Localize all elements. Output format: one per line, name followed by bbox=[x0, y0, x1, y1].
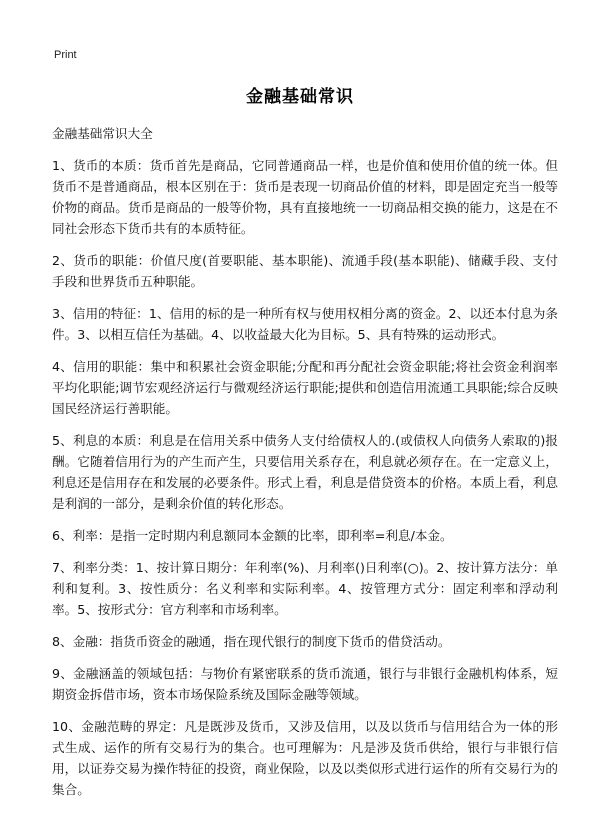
paragraph-interest-rate: 6、利率：是指一定时期内利息额同本金额的比率，即利率=利息/本金。 bbox=[52, 528, 453, 543]
paragraph-finance-category: 10、金融范畴的界定：凡是既涉及货币，又涉及信用，以及以货币与信用结合为一体的形式生成、运作的所有交易行为的集合。也可理解为：凡是涉及货币供给，银行与非银行信用，以证券交易为操作特征的投资，商业保险，以及以类似形式进行运作的所有交易行为的集合。 bbox=[52, 719, 558, 797]
paragraph-interest-nature: 5、利息的本质：利息是在信用关系中债务人支付给债权人的.(或债权人向债务人索取的)报酬。它随着信用行为的产生而产生，只要信用关系存在，利息就必须存在。在一定意义上，利息还是信用存在和发展的必要条件。形式上看，利息是借贷资本的价格。本质上看，利息是利润的一部分，是剩余价值的转化形态。 bbox=[52, 433, 558, 511]
paragraph-rate-types: 7、利率分类：1、按计算日期分：年利率(%)、月利率()日利率(○)。2、按计算方法分：单利和复利。3、按性质分：名义利率和实际利率。4、按管理方式分：固定利率和浮动利率。5、按形式分：官方利率和市场利率。 bbox=[52, 560, 558, 617]
print-link[interactable]: Print bbox=[54, 49, 77, 61]
paragraph-finance-scope: 9、金融涵盖的领域包括：与物价有紧密联系的货币流通，银行与非银行金融机构体系，短期资金拆借市场，资本市场保险系统及国际金融等领域。 bbox=[52, 666, 558, 702]
paragraph-currency-functions: 2、货币的职能：价值尺度(首要职能、基本职能)、流通手段(基本职能)、储藏手段、支付手段和世界货币五种职能。 bbox=[52, 253, 558, 289]
page-title: 金融基础常识 bbox=[246, 87, 354, 107]
paragraph-currency-nature: 1、货币的本质：货币首先是商品，它同普通商品一样，也是价值和使用价值的统一体。但货币不是普通商品，根本区别在于：货币是表现一切商品价值的材料，即是固定充当一般等价物的商品。货币是商品的一般等价物，具有直接地统一一切商品相交换的能力，这是在不同社会形态下货币共有的本质特征。 bbox=[52, 158, 558, 236]
paragraph-finance-definition: 8、金融：指货币资金的融通，指在现代银行的制度下货币的借贷活动。 bbox=[52, 634, 451, 649]
paragraph-credit-functions: 4、信用的职能：集中和积累社会资金职能;分配和再分配社会资金职能;将社会资金利润率平均化职能;调节宏观经济运行与微观经济运行职能;提供和创造信用流通工具职能;综合反映国民经济运行善职能。 bbox=[52, 359, 558, 416]
paragraph-credit-features: 3、信用的特征：1、信用的标的是一种所有权与使用权相分离的资金。2、以还本付息为条件。3、以相互信任为基础。4、以收益最大化为目标。5、具有特殊的运动形式。 bbox=[52, 306, 558, 342]
document-subtitle: 金融基础常识大全 bbox=[52, 126, 153, 141]
document-body bbox=[52, 123, 558, 811]
